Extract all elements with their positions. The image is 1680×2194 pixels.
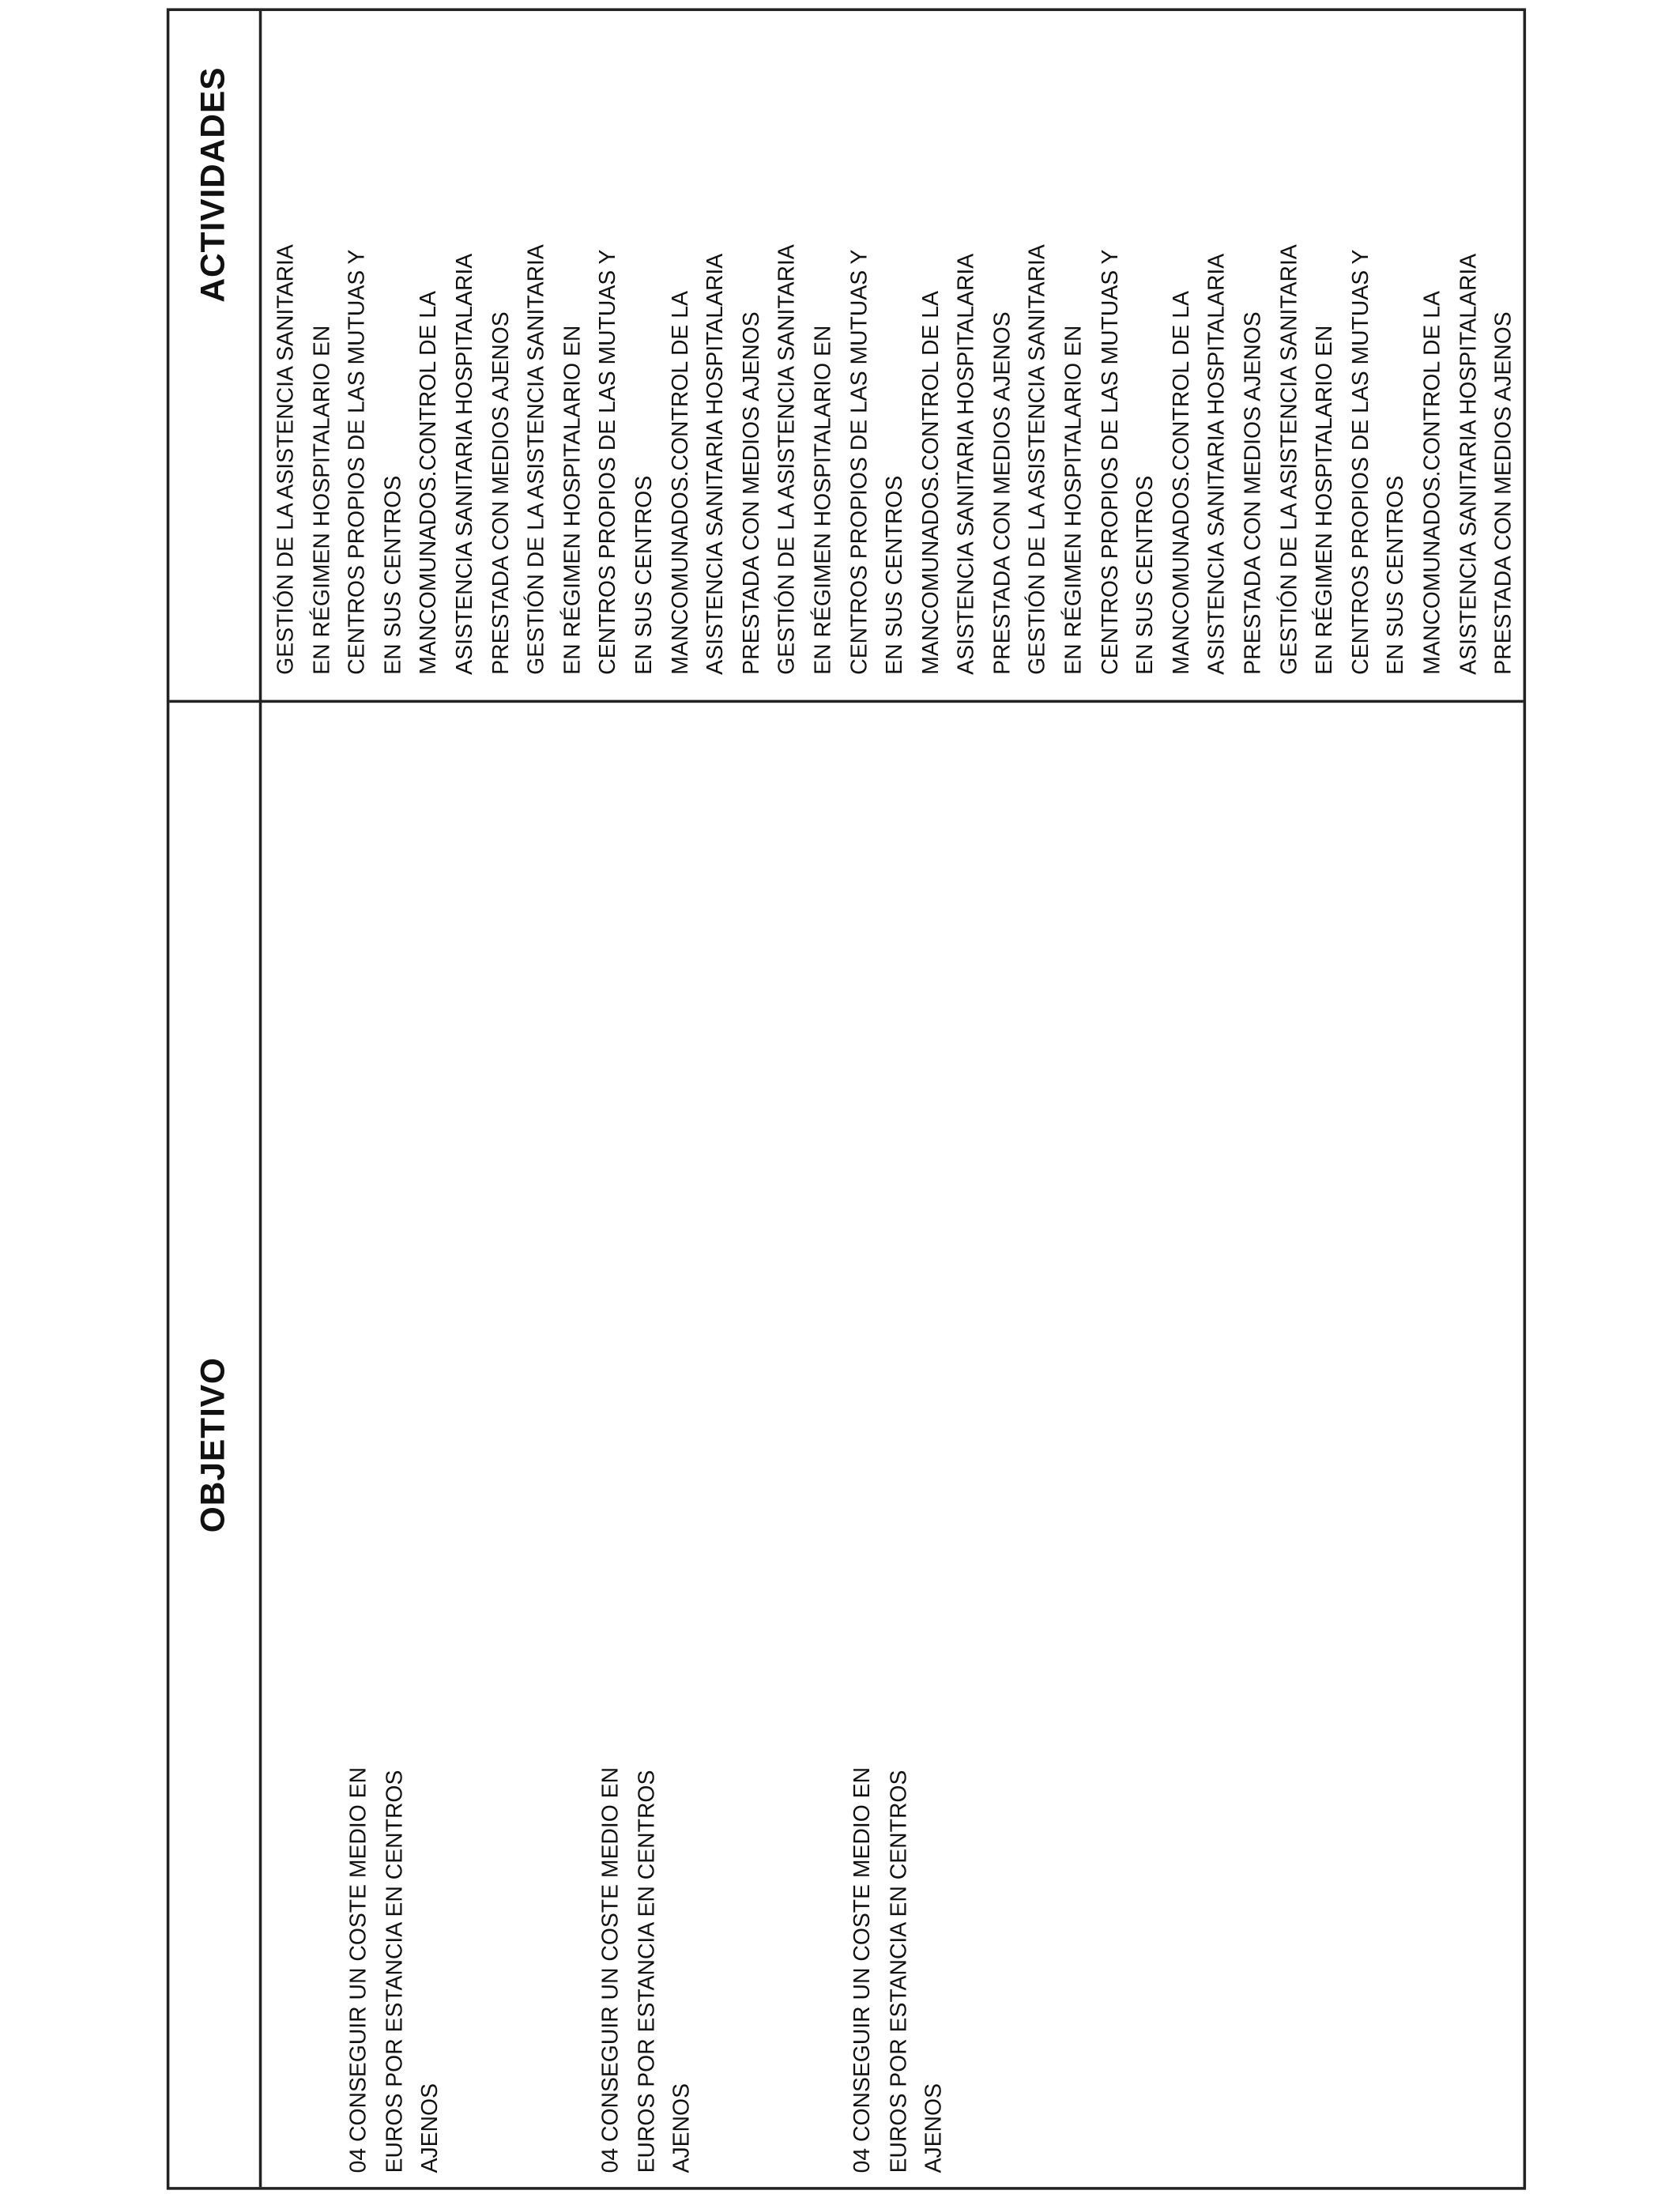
header-objetivo: OBJETIVO (194, 1357, 233, 1533)
header-actividades: ACTIVIDADES (194, 66, 233, 303)
col-divider (169, 700, 1523, 703)
objetivo-cell: 04 CONSEGUIR UN COSTE MEDIO EN EUROS POR ESTANCIA EN CENTROS AJENOS (347, 1766, 443, 2173)
objectives-table (167, 8, 1526, 2189)
objetivo-cell: 04 CONSEGUIR UN COSTE MEDIO EN EUROS POR ESTANCIA EN CENTROS AJENOS (851, 1766, 947, 2173)
actividades-cell: GESTIÓN DE LA ASISTENCIA SANITARIA EN RÉGIMEN HOSPITALARIO EN CENTROS PROPIOS DE LAS MUTUAS Y EN SUS CENTROS MANCOMUNADOS.CONTROL DE LA ASISTENCIA SANITARIA HOSPITALARIA PRESTADA CON MEDIOS AJENOS GESTIÓN DE LA ASISTENCIA SANITARIA EN RÉGIMEN HOSPITALARIO EN CENTROS PROPIOS DE LAS MUTUAS Y EN SUS CENTROS MANCOMUNADOS.CONTROL DE LA ASISTENCIA SANITARIA HOSPITALARIA PRESTADA CON MEDIOS AJENOS GESTIÓN DE LA ASISTENCIA SANITARIA EN RÉGIMEN HOSPITALARIO EN CENTROS PROPIOS DE LAS MUTUAS Y EN SUS CENTROS MANCOMUNADOS.CONTROL DE LA ASISTENCIA SANITARIA HOSPITALARIA PRESTADA CON MEDIOS AJENOS GESTIÓN DE LA ASISTENCIA SANITARIA EN RÉGIMEN HOSPITALARIO EN CENTROS PROPIOS DE LAS MUTUAS Y EN SUS CENTROS MANCOMUNADOS.CONTROL DE LA ASISTENCIA SANITARIA HOSPITALARIA PRESTADA CON MEDIOS AJENOS GESTIÓN DE LA ASISTENCIA SANITARIA EN RÉGIMEN HOSPITALARIO EN CENTROS PROPIOS DE LAS MUTUAS Y EN SUS CENTROS MANCOMUNADOS.CONTROL DE LA ASISTENCIA SANITARIA HOSPITALARIA PRESTADA CON MEDIOS AJENOS (274, 244, 1517, 675)
objetivo-cell: 04 CONSEGUIR UN COSTE MEDIO EN EUROS POR ESTANCIA EN CENTROS AJENOS (599, 1766, 695, 2173)
header-divider (259, 11, 262, 2187)
